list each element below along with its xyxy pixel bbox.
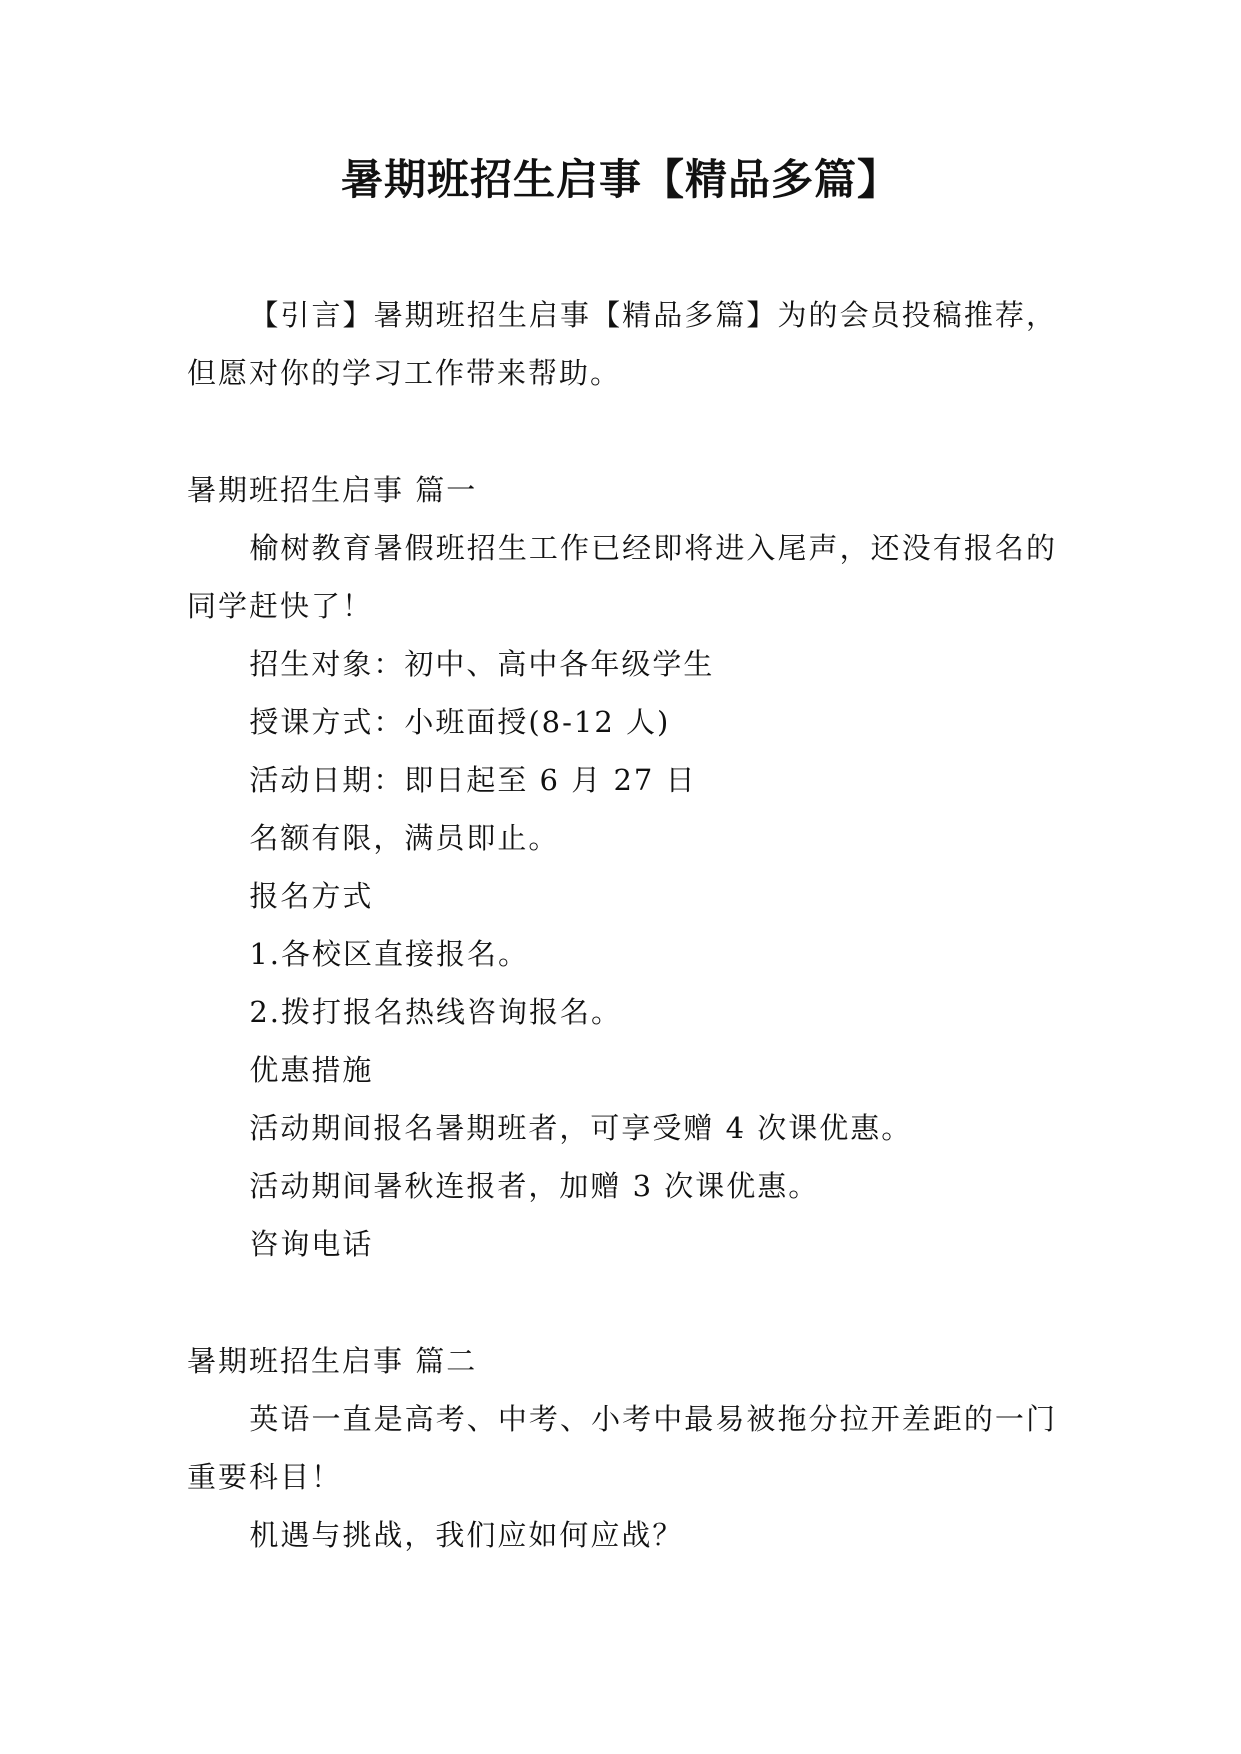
section-1-paragraph: 活动日期：即日起至 6 月 27 日 (249, 763, 697, 797)
section-1-paragraph: 报名方式 (249, 879, 374, 913)
intro-block (187, 286, 1057, 402)
section-1-paragraph: 名额有限，满员即止。 (249, 821, 560, 855)
section-1-paragraph: 榆树教育暑假班招生工作已经即将进入尾声，还没有报名的同学赶快了！ (187, 531, 1057, 623)
section-1-paragraph: 优惠措施 (249, 1053, 374, 1087)
section-1 (187, 461, 1057, 1273)
section-1-paragraph: 活动期间暑秋连报者，加赠 3 次课优惠。 (249, 1169, 820, 1203)
section-1-paragraph: 咨询电话 (249, 1227, 374, 1261)
section-1-paragraph: 授课方式：小班面授(8-12 人) (249, 705, 671, 739)
section-1-paragraph: 招生对象：初中、高中各年级学生 (249, 647, 715, 681)
section-1-paragraph: 活动期间报名暑期班者，可享受赠 4 次课优惠。 (249, 1111, 913, 1145)
document-title: 暑期班招生启事【精品多篇】 (340, 155, 900, 204)
intro-paragraph: 【引言】暑期班招生启事【精品多篇】为的会员投稿推荐，但愿对你的学习工作带来帮助。 (187, 298, 1057, 390)
section-2-paragraph: 英语一直是高考、中考、小考中最易被拖分拉开差距的一门重要科目！ (187, 1402, 1057, 1494)
section-2 (187, 1332, 1057, 1564)
section-2-heading: 暑期班招生启事 篇二 (187, 1344, 478, 1378)
section-2-paragraph: 机遇与挑战，我们应如何应战？ (249, 1518, 684, 1552)
section-1-paragraph: 1.各校区直接报名。 (249, 937, 530, 971)
section-1-paragraph: 2.拨打报名热线咨询报名。 (249, 995, 623, 1029)
section-1-heading: 暑期班招生启事 篇一 (187, 473, 478, 507)
